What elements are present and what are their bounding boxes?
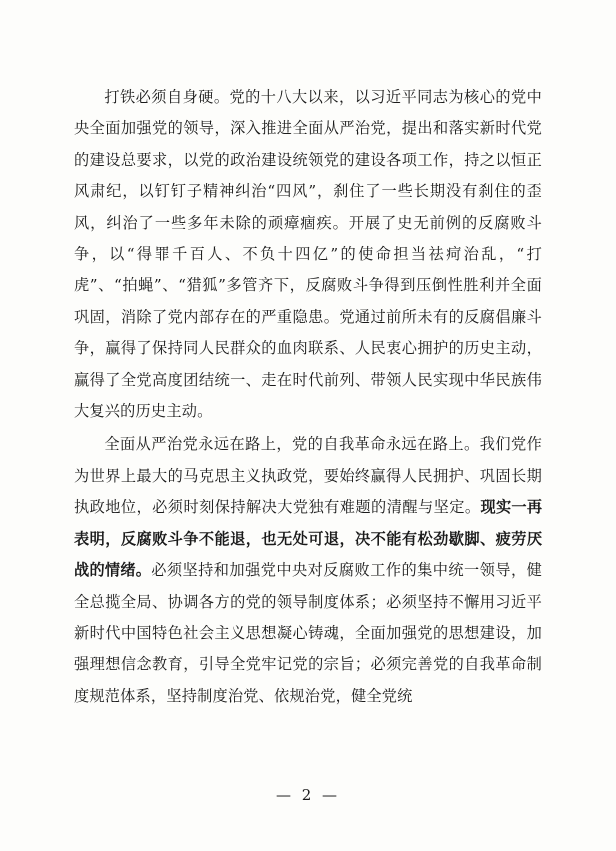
text-run: 打铁必须自身硬。党的十八大以来，以习近平同志为核心的党中央全面加强党的领导，深入推进全面从严治党，提出和落实新时代党的建设总要求，以党的政治建设统领党的建设各项工作，持之以恒正风肃纪，以钉钉子精神纠治“四风”，刹住了一些长期没有刹住的歪风，纠治了一些多年未除的顽瘴痼疾。开展了史无前例的反腐败斗争，以“得罪千百人、不负十四亿”的使命担当祛疴治乱，“打虎”、“拍蝇”、“猎狐”多管齐下，反腐败斗争得到压倒性胜利并全面巩固，消除了党内部存在的严重隐患。党通过前所未有的反腐倡廉斗争，赢得了保持同人民群众的血肉联系、人民衷心拥护的历史主动，赢得了全党高度团结统一、走在时代前列、带领人民实现中华民族伟大复兴的历史主动。 [74, 88, 542, 421]
page-number: — 2 — [275, 786, 341, 804]
paragraph-1 [74, 82, 542, 427]
document-body [74, 82, 542, 714]
paragraph-2 [74, 429, 542, 712]
text-run: 必须坚持和加强党中央对反腐败工作的集中统一领导，健全总揽全局、协调各方的党的领导制度体系；必须坚持不懈用习近平新时代中国特色社会主义思想凝心铸魂，全面加强党的思想建设，加强理想信念教育，引导全党牢记党的宗旨；必须完善党的自我革命制度规范体系，坚持制度治党、依规治党，健全党统 [74, 561, 543, 705]
text-run: 全面从严治党永远在路上，党的自我革命永远在路上。我们党作为世界上最大的马克思主义执政党，要始终赢得人民拥护、巩固长期执政地位，必须时刻保持解决大党独有难题的清醒与坚定。 [74, 435, 542, 517]
emphasized-text-run: 现实一再表明，反腐败斗争不能退，也无处可退，决不能有松劲歇脚、疲劳厌战的情绪。 [74, 498, 543, 580]
